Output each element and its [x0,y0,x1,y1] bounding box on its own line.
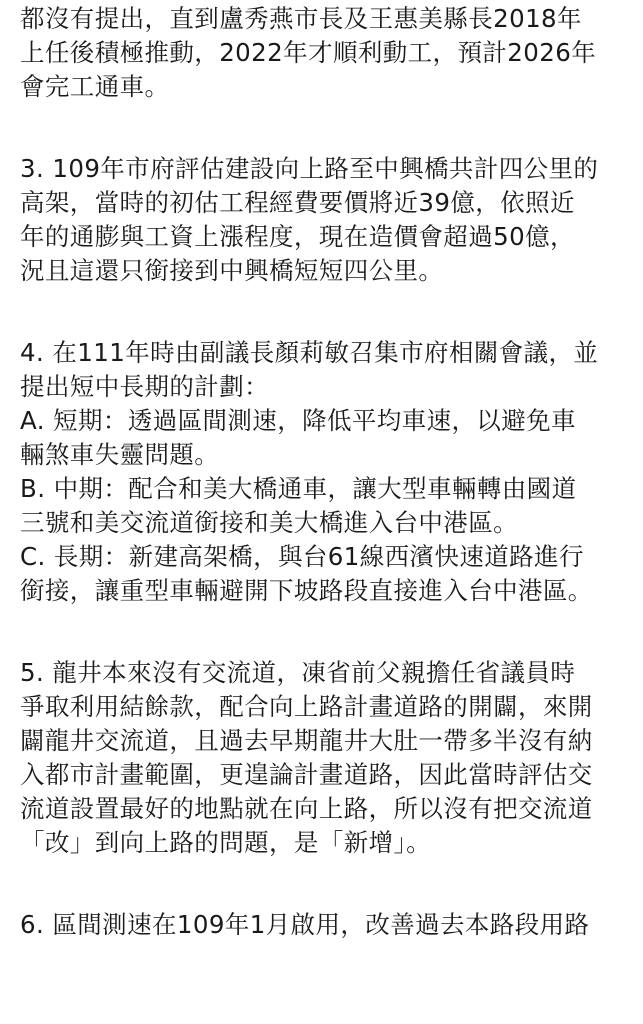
paragraph-spacer [20,104,630,152]
text-line: 三號和美交流道銜接和美大橋進入台中港區。 [20,508,518,537]
paragraph-5 [20,656,630,860]
text-line: 爭取利用結餘款，配合向上路計畫道路的開闢，來開 [20,692,593,721]
text-line: 銜接，讓重型車輛避開下坡路段直接進入台中港區。 [20,576,593,605]
text-line: 流道設置最好的地點就在向上路，所以沒有把交流道 [20,794,593,823]
post-body [20,0,630,942]
list-item-long-term: C. 長期：新建高架橋，與台61線西濱快速道路進行 [20,542,584,571]
text-line: 都沒有提出，直到盧秀燕市長及王惠美縣長2018年 [20,4,582,33]
text-line: 年的通膨與工資上漲程度，現在造價會超過50億， [20,222,575,251]
text-line: 入都市計畫範圍，更遑論計畫道路，因此當時評估交 [20,760,593,789]
text-line: 6. 區間測速在109年1月啟用，改善過去本路段用路 [20,910,590,939]
text-line: 上任後積極推動，2022年才順利動工，預計2026年 [20,38,597,67]
list-item-short-term: A. 短期：透過區間測速，降低平均車速，以避免車 [20,406,577,435]
text-line: 4. 在111年時由副議長顏莉敏召集市府相關會議，並 [20,338,599,367]
paragraph-spacer [20,608,630,656]
text-line: 況且這還只銜接到中興橋短短四公里。 [20,256,444,285]
text-line: 5. 龍井本來沒有交流道，凍省前父親擔任省議員時 [20,658,576,687]
paragraph-6 [20,908,630,942]
text-line: 3. 109年市府評估建設向上路至中興橋共計四公里的 [20,154,599,183]
text-line: 提出短中長期的計劃： [20,372,269,401]
text-line: 「改」到向上路的問題，是「新增」。 [20,828,432,857]
list-item-mid-term: B. 中期：配合和美大橋通車，讓大型車輛轉由國道 [20,474,577,503]
paragraph-spacer [20,288,630,336]
paragraph-2-continued [20,0,630,104]
text-line: 輛煞車失靈問題。 [20,440,220,469]
paragraph-4 [20,336,630,608]
text-line: 闢龍井交流道，且過去早期龍井大肚一帶多半沒有納 [20,726,593,755]
paragraph-spacer [20,860,630,908]
text-line: 高架，當時的初估工程經費要價將近39億，依照近 [20,188,575,217]
text-line: 會完工通車。 [20,72,170,101]
paragraph-3 [20,152,630,288]
